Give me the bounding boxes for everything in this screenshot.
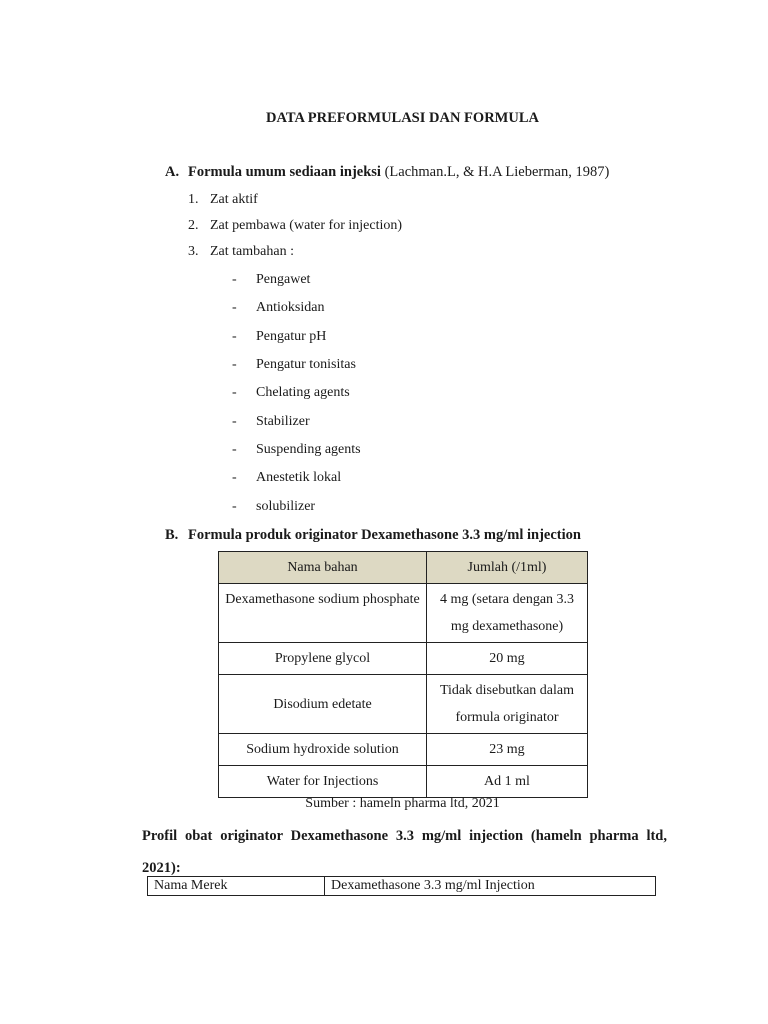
table-source-caption: Sumber : hameln pharma ltd, 2021 (305, 796, 500, 811)
sub-list-item: - solubilizer (232, 499, 316, 514)
list-item: 2. Zat pembawa (water for injection) (188, 218, 403, 233)
sub-list-item: - Stabilizer (232, 414, 310, 429)
table-row (219, 766, 588, 798)
sub-list-item: - Pengatur pH (232, 329, 327, 344)
table-row (219, 584, 588, 643)
table-cell: Dexamethasone sodium phosphate (219, 584, 427, 643)
section-b-title: Formula produk originator Dexamethasone 3.3 mg/ml injection (188, 527, 581, 543)
profile-heading: Profil obat originator Dexamethasone 3.3 mg/ml injection (hameln pharma ltd, 2021): (142, 828, 667, 876)
list-item: 1. Zat aktif (188, 192, 258, 207)
formula-table (218, 551, 588, 798)
list-item: 3. Zat tambahan : (188, 244, 294, 259)
page-title: DATA PREFORMULASI DAN FORMULA (266, 110, 539, 126)
section-a-reference: (Lachman.L, & H.A Lieberman, 1987) (380, 164, 610, 180)
table-cell: 20 mg (427, 643, 588, 675)
table-cell: Sodium hydroxide solution (219, 734, 427, 766)
sub-list-item: - Chelating agents (232, 385, 350, 400)
sub-list-item: - Pengatur tonisitas (232, 357, 356, 372)
profile-table (147, 876, 656, 896)
section-b-letter: B. (165, 527, 179, 543)
sub-list-item: - Anestetik lokal (232, 470, 342, 485)
table-header-row (219, 552, 588, 584)
sub-list-item: - Suspending agents (232, 442, 361, 457)
section-b-heading (165, 527, 581, 544)
table-cell: Propylene glycol (219, 643, 427, 675)
table-cell: Disodium edetate (219, 675, 427, 734)
table-cell: Nama Merek (148, 877, 325, 896)
table-cell: Dexamethasone 3.3 mg/ml Injection (325, 877, 656, 896)
table-cell: 23 mg (427, 734, 588, 766)
table-cell: Water for Injections (219, 766, 427, 798)
section-a-heading (165, 164, 609, 181)
table-row (148, 877, 656, 896)
column-header-jumlah: Jumlah (/1ml) (427, 552, 588, 584)
section-a-letter: A. (165, 164, 180, 180)
table-cell: Tidak disebutkan dalam formula originator (427, 675, 588, 734)
table-row (219, 643, 588, 675)
sub-list-item: - Antioksidan (232, 300, 325, 315)
sub-list-item: - Pengawet (232, 272, 311, 287)
column-header-nama-bahan: Nama bahan (219, 552, 427, 584)
table-row (219, 734, 588, 766)
table-cell: 4 mg (setara dengan 3.3 mg dexamethasone) (427, 584, 588, 643)
table-cell: Ad 1 ml (427, 766, 588, 798)
table-row (219, 675, 588, 734)
section-a-title: Formula umum sediaan injeksi (188, 164, 381, 180)
